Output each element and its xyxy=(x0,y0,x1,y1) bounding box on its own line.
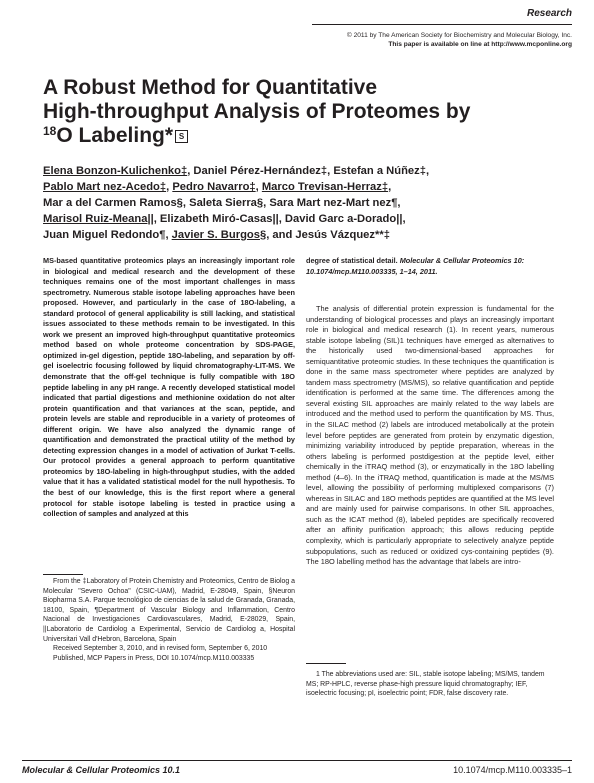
copyright-line: © 2011 by The American Society for Biochemistry and Molecular Biology, Inc. xyxy=(346,32,572,39)
affiliation-notes xyxy=(43,577,295,663)
author-text: ||, Elizabeth Miró-Casas||, David Garc a-Dorado||, xyxy=(147,213,406,225)
title-superscript: 18 xyxy=(43,124,57,138)
author-link[interactable]: Pablo Mart nez-Acedo‡ xyxy=(43,181,167,193)
journal-citation: Molecular & Cellular Proteomics 10: 10.1074/mcp.M110.003335, 1–14, 2011. xyxy=(306,256,525,276)
journal-name-footer: Molecular & Cellular Proteomics 10.1 xyxy=(22,765,181,775)
title-line-3 xyxy=(43,124,573,148)
author-text: Juan Miguel Redondo¶, xyxy=(43,229,172,241)
article-title xyxy=(43,76,573,148)
title-line-3-text: O Labeling* xyxy=(56,124,174,147)
footnote-rule xyxy=(306,663,346,664)
published-info: Published, MCP Papers in Press, DOI 10.1074/mcp.M110.003335 xyxy=(53,654,255,662)
author-text: , Daniel Pérez-Hernández‡, Estefan a Núñez‡, xyxy=(187,165,430,177)
abstract-continuation-text: degree of statistical detail. xyxy=(306,256,398,265)
abstract: MS-based quantitative proteomics plays an increasingly important role in biological and medical research and the development of these techniques remains one of the most important challenges in mass spectrometry. Numerous stable isotope labeling approaches have been proposed. However, and particularly in the case of 18O-labeling, a standard protocol of general applicability is still lacking, and statistical issues associated to these methods remain to be investigated. In this work we present an improved high-throughput quantitative proteomics method based on whole proteome concentration by SDS-PAGE, optimized in-gel digestion, peptide 18O-labeling, and separation by off-gel isoelectric focusing followed by liquid chromatography-LIT-MS. We demonstrate that the off-gel technique is fully compatible with 18O peptide labeling in any pH range. A recently developed statistical model indicated that partial digestions and methionine oxidation do not alter protein quantification and that variances at the scan, peptide, and protein levels are stable and reproducible in a variety of proteomes of different origin. We have also analyzed the dynamic range of quantification and demonstrated the practical utility of the method by detecting expression changes in a model of activation of Jurkat T-cells. Our protocol provides a general approach to perform quantitative proteomics by 18O-labeling in high-throughput studies, with the added value that it has a validated statistical model for the null hypothesis. To the best of our knowledge, this is the first report where a general protocol for stable isotope labeling is tested in practice using a collection of samples and analyzed at this xyxy=(43,256,295,519)
author-text: , xyxy=(255,181,262,193)
author-line-1 xyxy=(43,163,573,179)
author-link[interactable]: Elena Bonzon-Kulichenko‡ xyxy=(43,165,188,177)
footer-rule xyxy=(22,760,572,761)
author-line-4 xyxy=(43,211,573,227)
copyright-block xyxy=(347,31,572,49)
author-link[interactable]: Marisol Ruiz-Meana xyxy=(43,213,148,225)
section-label: Research xyxy=(526,8,572,19)
author-text: , xyxy=(388,181,392,193)
abstract-continuation xyxy=(306,256,554,277)
title-line-2: High-throughput Analysis of Proteomes by xyxy=(43,100,471,123)
author-list xyxy=(43,163,573,243)
author-text: §, and Jesús Vázquez**‡ xyxy=(259,229,390,241)
author-text: , xyxy=(166,181,173,193)
author-line-5 xyxy=(43,227,573,243)
introduction-paragraph: The analysis of differential protein expression is fundamental for the understanding of biological processes and plays an increasingly important role in biological and medical research (1). In recent years, numerous stable isotope labeling (SIL)1 techniques have emerged as alternatives to the historically used two-dimensional-based approaches for semiquantitative proteomic studies. In these techniques the quantification is done in the same mass spectrometer where peptides are analyzed by tandem mass spectrometry (MS/MS), so relative quantification and peptide identification is performed at the same time. The differences among the several existing SIL approaches are mainly related to the way labels are introduced and the method used to perform the quantification by MS. Thus, in the SILAC method (2) labels are introduced metabolically at the protein level before peptides are generated from protein by enzymatic digestion, minimizing variability introduced by peptide preparation, whereas in the others labeling is performed postdigestion at the peptide level, either chemically in the iTRAQ method (3), or enzymatically in the 18O labelling method (4–6). In the iTRAQ method, quantification is made at the MS/MS level, allowing the possibility of performing multiplexed comparisons (7) whereas in SILAC and 18O methods peptides are quantified at the MS level and are mainly used for pairwise comparisons. In other SIL approaches, such as the ICAT method (8), labeled peptides are specifically recovered after an affinity purification approach; this allows reducing peptide complexity, which is particularly appropriate to selectively analyze peptide subpopulations, such as reduced or oxidized cys-containing peptides (9). The 18O labelling method has the advantage that labels are intro- xyxy=(306,304,554,567)
affiliation-rule xyxy=(43,574,83,575)
author-link[interactable]: Pedro Navarro‡ xyxy=(172,181,256,193)
doi-page-footer: 10.1074/mcp.M110.003335–1 xyxy=(453,765,572,775)
online-notice: This paper is available on line at http://www.mcponline.org xyxy=(388,41,572,48)
abbreviations-footnote: 1 The abbreviations used are: SIL, stable isotope labeling; MS/MS, tandem MS; RP-HPLC, reverse phase-high pressure liquid chromatography; IEF, isoelectric focusing; pI, isoelectric point; FDR, false discovery rate. xyxy=(306,671,545,698)
supplemental-material-icon[interactable]: S xyxy=(175,130,188,143)
author-link[interactable]: Javier S. Burgos xyxy=(171,229,260,241)
header-rule xyxy=(312,24,572,25)
author-line-3: Mar a del Carmen Ramos§, Saleta Sierra§, Sara Mart nez-Mart nez¶, xyxy=(43,197,401,209)
title-line-1: A Robust Method for Quantitative xyxy=(43,76,378,99)
affiliation-text: From the ‡Laboratory of Protein Chemistry and Proteomics, Centro de Biolog a Molecular "Severo Ochoa" (CSIC-UAM), Madrid, E-28049, Spain, §Neuron Biopharma S.A. Parque tecnológico de ciencias de la salud de Granada, Granada, 18100, Spain, ¶Department of Vascular Biology and Inflammation, Centro Nacional de Investigaciones Cardiovasculares, Madrid, E-28029, Spain, ||Laboratorio de Cardiolog a Experimental, Servicio de Cardiolog a, Hospital Universitari Vall d'Hebron, Barcelona, Spain xyxy=(43,578,295,643)
author-line-2 xyxy=(43,179,573,195)
received-date: Received September 3, 2010, and in revised form, September 6, 2010 xyxy=(53,645,268,653)
author-link[interactable]: Marco Trevisan-Herraz‡ xyxy=(261,181,389,193)
